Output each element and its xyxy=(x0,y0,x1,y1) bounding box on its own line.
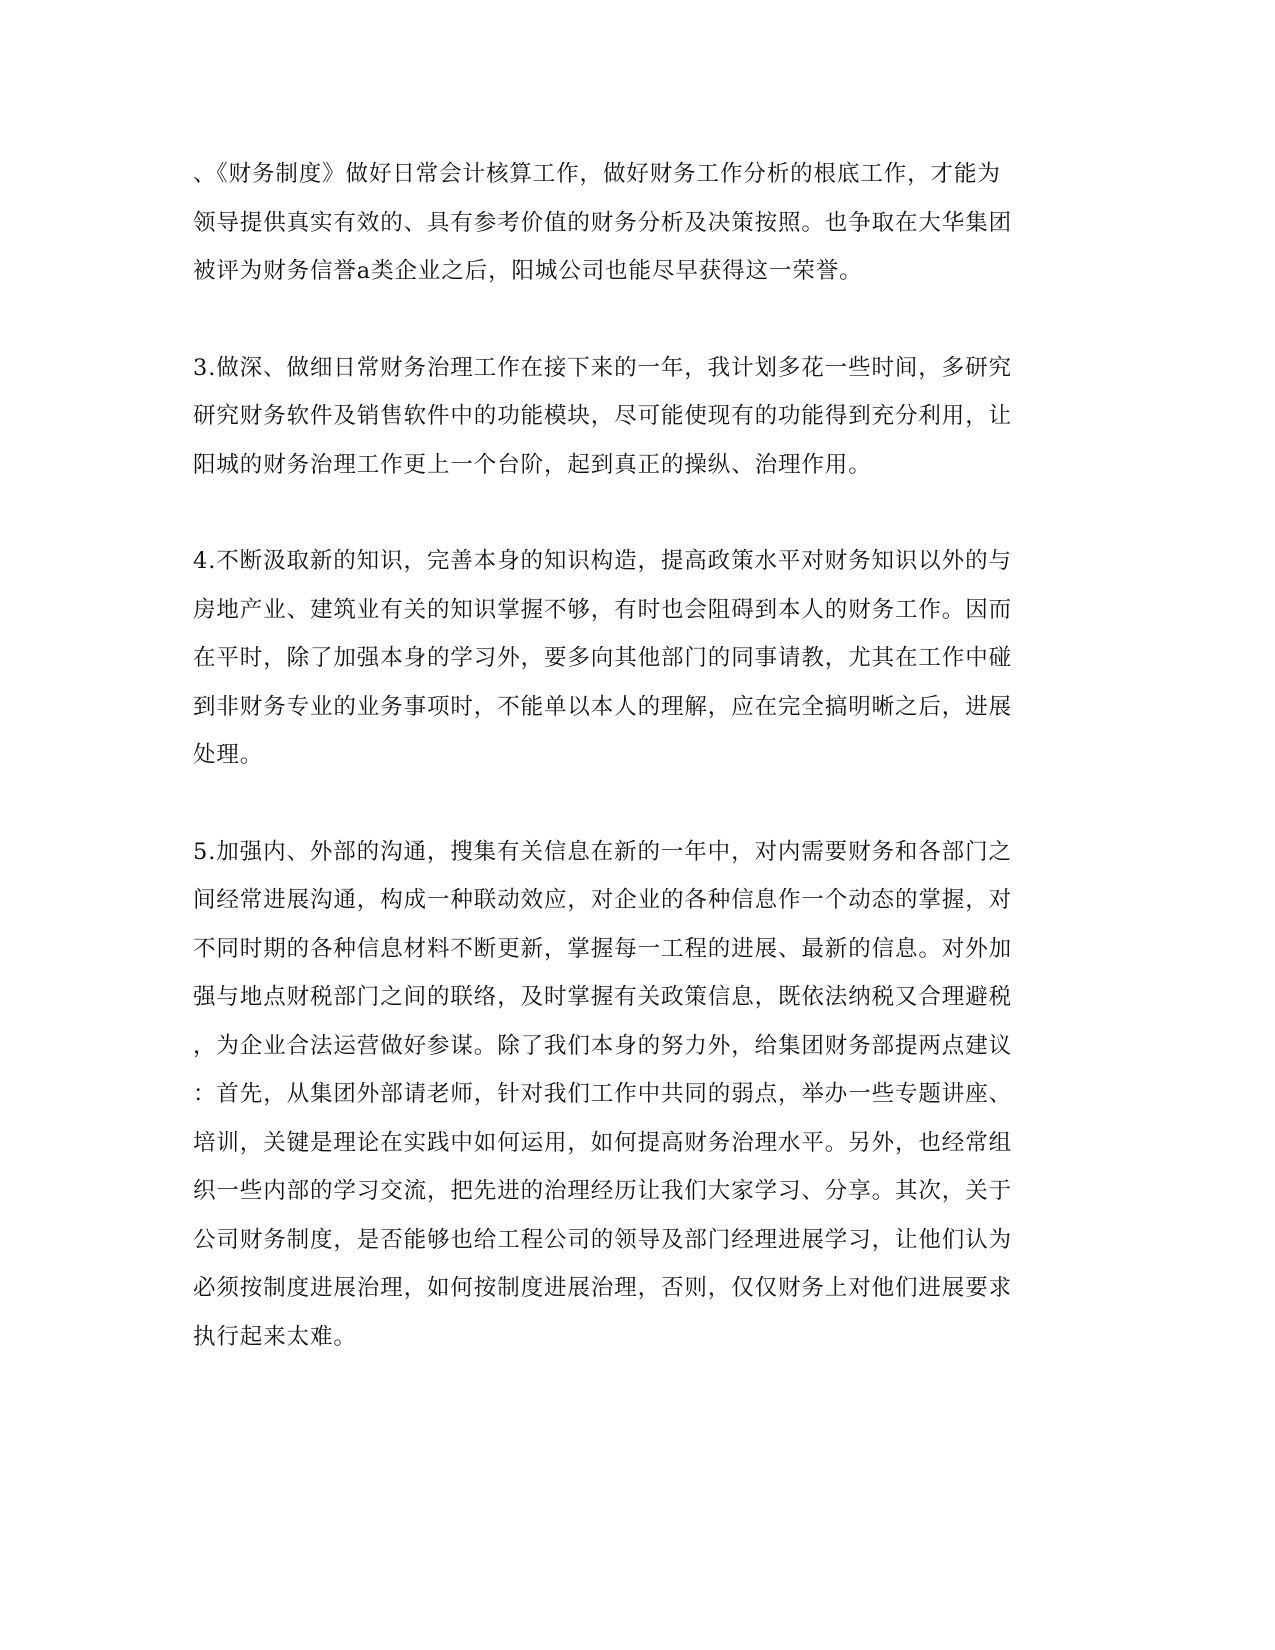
text-line: 5.加强内、外部的沟通，搜集有关信息在新的一年中，对内需要财务和各部门之 xyxy=(193,838,1012,865)
paragraph-item-3 xyxy=(193,344,1073,490)
text-line: ：首先，从集团外部请老师，针对我们工作中共同的弱点，举办一些专题讲座、 xyxy=(193,1081,1013,1107)
text-line: 在平时，除了加强本身的学习外，要多向其他部门的同事请教，尤其在工作中碰 xyxy=(193,645,1013,671)
text-line: 执行起来太难。 xyxy=(193,1323,357,1350)
paragraph-continuation xyxy=(193,150,1073,296)
text-line: 强与地点财税部门之间的联络，及时掌握有关政策信息，既依法纳税又合理避税 xyxy=(193,984,1013,1010)
text-line: 到非财务专业的业务事项时，不能单以本人的理解，应在完全搞明晰之后，进展 xyxy=(193,693,1013,720)
text-line: 、《财务制度》做好日常会计核算工作，做好财务工作分析的根底工作，才能为 xyxy=(193,161,1001,187)
document-body xyxy=(193,150,1073,1409)
text-line: 不同时期的各种信息材料不断更新，掌握每一工程的进展、最新的信息。对外加 xyxy=(193,935,1013,962)
text-line: 公司财务制度，是否能够也给工程公司的领导及部门经理进展学习，让他们认为 xyxy=(193,1226,1013,1253)
text-line: 研究财务软件及销售软件中的功能模块，尽可能使现有的功能得到充分利用，让 xyxy=(193,403,1013,429)
text-line: 间经常进展沟通，构成一种联动效应，对企业的各种信息作一个动态的掌握，对 xyxy=(193,887,1013,913)
text-line: 织一些内部的学习交流，把先进的治理经历让我们大家学习、分享。其次，关于 xyxy=(193,1178,1013,1204)
text-line: ，为企业合法运营做好参谋。除了我们本身的努力外，给集团财务部提两点建议 xyxy=(193,1032,1013,1059)
text-line: 阳城的财务治理工作更上一个台阶，起到真正的操纵、治理作用。 xyxy=(193,451,872,478)
text-line: 4.不断汲取新的知识，完善本身的知识构造，提高政策水平对财务知识以外的与 xyxy=(193,548,1012,574)
text-line: 被评为财务信誉a类企业之后，阳城公司也能尽早获得这一荣誉。 xyxy=(193,258,863,284)
paragraph-item-4 xyxy=(193,537,1073,780)
text-line: 必须按制度进展治理，如何按制度进展治理，否则，仅仅财务上对他们进展要求 xyxy=(193,1275,1013,1301)
paragraph-item-5 xyxy=(193,828,1073,1362)
text-line: 3.做深、做细日常财务治理工作在接下来的一年，我计划多花一些时间，多研究 xyxy=(193,354,1012,381)
text-line: 处理。 xyxy=(193,742,264,768)
text-line: 领导提供真实有效的、具有参考价值的财务分析及决策按照。也争取在大华集团 xyxy=(193,209,1013,236)
text-line: 房地产业、建筑业有关的知识掌握不够，有时也会阻碍到本人的财务工作。因而 xyxy=(193,596,1013,623)
text-line: 培训，关键是理论在实践中如何运用，如何提高财务治理水平。另外，也经常组 xyxy=(193,1129,1013,1156)
